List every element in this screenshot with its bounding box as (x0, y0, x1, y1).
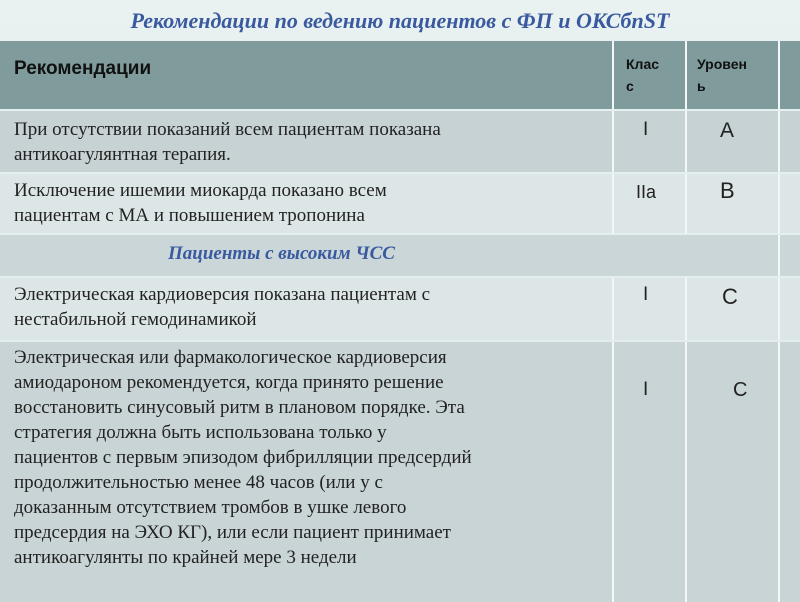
text-line: Исключение ишемии миокарда показано всем (14, 180, 387, 201)
level-value: B (720, 178, 735, 203)
recommendation-text (14, 282, 614, 332)
text-line: восстановить синусовый ритм в плановом порядке. Эта (14, 397, 465, 418)
slide-title: Рекомендации по ведению пациентов с ФП и ОКСбпST (130, 8, 670, 33)
class-value: I (643, 379, 649, 400)
column-divider (685, 174, 687, 233)
header-class (626, 53, 659, 97)
header-level (697, 53, 747, 97)
table-row (0, 174, 800, 233)
table-row (0, 278, 800, 340)
header-class-line1: Клас (626, 56, 660, 72)
text-line: антикоагулянтная терапия. (14, 144, 231, 165)
text-line: доказанным отсутствием тромбов в ушке левого (14, 497, 407, 518)
level-value: C (722, 284, 738, 309)
class-value: IIa (636, 182, 657, 202)
column-divider (778, 41, 780, 109)
class-value: I (643, 284, 649, 305)
table-header-row (0, 41, 800, 109)
column-divider (778, 174, 780, 233)
level-value: A (720, 119, 735, 142)
text-line: Электрическая кардиоверсия показана пациентам с (14, 284, 431, 305)
text-line: амиодароном рекомендуется, когда принято решение (14, 372, 444, 393)
text-line: При отсутствии показаний всем пациентам показана (14, 119, 441, 140)
column-divider (778, 111, 780, 172)
header-class-line2: с (626, 78, 634, 94)
header-level-line2: ь (697, 78, 706, 94)
text-line: продолжительностью менее 48 часов (или у с (14, 472, 383, 493)
column-divider (685, 342, 687, 602)
class-value: I (643, 119, 649, 140)
section-row (0, 235, 800, 276)
text-line: предсердия на ЭХО КГ), или если пациент принимает (14, 522, 451, 543)
text-line: пациентов с первым эпизодом фибрилляции предсердий (14, 447, 472, 468)
column-divider (778, 235, 780, 276)
header-level-line1: Уровен (697, 56, 747, 72)
recommendation-text (14, 117, 614, 167)
section-title: Пациенты с высоким ЧСС (168, 243, 395, 264)
column-divider (612, 41, 614, 109)
column-divider (778, 342, 780, 602)
table-row (0, 342, 800, 602)
text-line: пациентам с МА и повышением тропонина (14, 205, 365, 226)
recommendation-text (14, 178, 614, 228)
column-divider (685, 41, 687, 109)
column-divider (778, 278, 780, 340)
text-line: стратегия должна быть использована только у (14, 422, 387, 443)
table-row (0, 111, 800, 172)
text-line: антикоагулянты по крайней мере 3 недели (14, 547, 357, 568)
header-recommendations: Рекомендации (14, 58, 152, 79)
recommendation-text (14, 345, 614, 570)
level-value: C (733, 379, 748, 401)
column-divider (685, 278, 687, 340)
text-line: нестабильной гемодинамикой (14, 309, 257, 330)
column-divider (685, 111, 687, 172)
recommendations-table (0, 41, 800, 592)
text-line: Электрическая или фармакологическое кардиоверсия (14, 347, 447, 368)
